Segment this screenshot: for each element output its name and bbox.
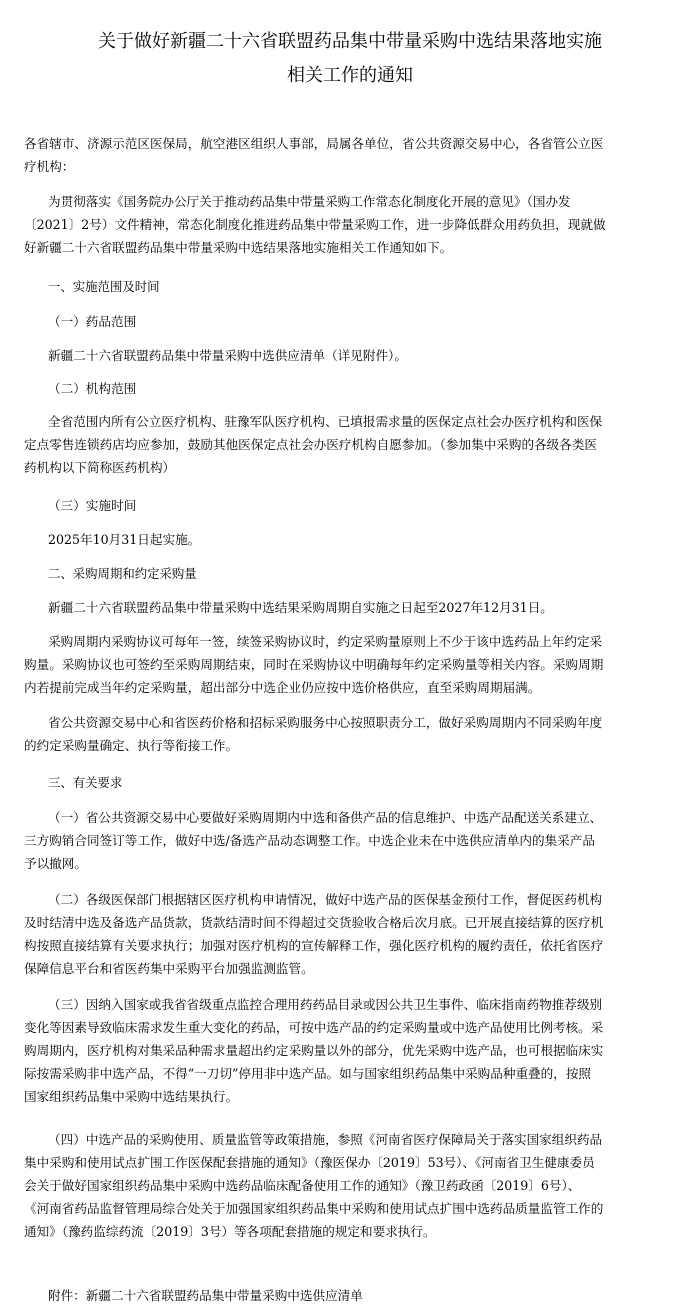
attachment-line: 附件：新疆二十六省联盟药品集中带量采购中选供应清单 xyxy=(48,1288,363,1303)
text-line: 三方购销合同签订等工作，做好中选/备选产品动态调整工作。中选企业未在中选供应清单内的集采产品 xyxy=(24,833,595,848)
text-line: 予以撤网。 xyxy=(24,856,87,871)
text-line: 省公共资源交易中心和省医药价格和招标采购服务中心按照职责分工，做好采购周期内不同采购年度 xyxy=(48,715,603,730)
intro-paragraph xyxy=(24,190,676,259)
section-1-sub-2-text xyxy=(24,410,676,479)
section-3-heading: 三、有关要求 xyxy=(48,775,123,790)
text-line: 内若提前完成当年约定采购量，超出部分中选企业仍应按中选价格供应，直至采购周期届满。 xyxy=(24,680,541,695)
text-line: 疗机构： xyxy=(24,159,75,174)
text-line: 定点零售连锁药店均应参加，鼓励其他医保定点社会办医疗机构自愿参加。（参加集中采购的各级各类医 xyxy=(24,437,598,452)
section-1-heading: 一、实施范围及时间 xyxy=(48,279,160,294)
text-line: 保障信息平台和省医药集中采购平台加强监测监管。 xyxy=(24,961,314,976)
text-line: 会关于做好国家组织药品集中采购中选药品临床配备使用工作的通知》（豫卫药政函〔2019〕6号）、 xyxy=(24,1178,581,1193)
section-2-paragraph-2 xyxy=(24,630,676,699)
section-3-paragraph-3 xyxy=(24,993,676,1108)
text-line: 集中采购和使用试点扩围工作医保配套措施的通知》（豫医保办〔2019〕53号）、《河南省卫生健康委员 xyxy=(24,1155,595,1170)
text-line: （三）因纳入国家或我省省级重点监控合理用药药品目录或因公共卫生事件、临床指南药物推荐级别 xyxy=(48,997,603,1012)
section-3-paragraph-2 xyxy=(24,888,676,980)
text-line: （四）中选产品的采购使用、质量监管等政策措施，参照《河南省医疗保障局关于落实国家组织药品 xyxy=(48,1132,603,1147)
text-line: 各省辖市、济源示范区医保局，航空港区组织人事部，局属各单位，省公共资源交易中心，各省管公立医 xyxy=(24,136,604,151)
section-1-sub-3: （三）实施时间 xyxy=(48,498,137,513)
recipients-paragraph xyxy=(24,132,676,178)
text-line: 《河南省药品监督管理局综合处关于加强国家组织药品集中采购和使用试点扩围中选药品质量监管工作的 xyxy=(24,1201,604,1216)
text-line: （二）各级医保部门根据辖区医疗机构申请情况，做好中选产品的医保基金预付工作，督促医药机构 xyxy=(48,892,603,907)
text-line: 全省范围内所有公立医疗机构、驻豫军队医疗机构、已填报需求量的医保定点社会办医疗机构和医保 xyxy=(48,414,603,429)
section-2-paragraph-1: 新疆二十六省联盟药品集中带量采购中选结果采购周期自实施之日起至2027年12月31日。 xyxy=(48,600,553,615)
text-line: 采购周期内采购协议可每年一签，续签采购协议时，约定采购量原则上不少于该中选药品上年约定采 xyxy=(48,634,603,649)
text-line: 际按需采购非中选产品，不得“一刀切”停用非中选产品。如与国家组织药品集中采购品种重叠的，按照 xyxy=(24,1066,592,1081)
text-line: 国家组织药品集中采购中选结果执行。 xyxy=(24,1089,239,1104)
section-2-heading: 二、采购周期和约定采购量 xyxy=(48,566,197,581)
text-line: 好新疆二十六省联盟药品集中带量采购中选结果落地实施相关工作通知如下。 xyxy=(24,240,453,255)
text-line: 的约定采购量确定、执行等衔接工作。 xyxy=(24,738,239,753)
section-1-sub-2: （二）机构范围 xyxy=(48,381,137,396)
section-1-sub-1-text: 新疆二十六省联盟药品集中带量采购中选供应清单（详见附件）。 xyxy=(48,348,407,363)
section-2-paragraph-3 xyxy=(24,711,676,757)
text-line: 及时结清中选及备选产品货款，货款结清时间不得超过交货验收合格后次月底。已开展直接结算的医疗机 xyxy=(24,915,604,930)
text-line: 药机构以下简称医药机构） xyxy=(24,460,176,475)
section-3-paragraph-1 xyxy=(24,806,676,875)
document-title-line-2: 相关工作的通知 xyxy=(287,65,413,86)
text-line: 构按照直接结算有关要求执行；加强对医疗机构的宣传解释工作，强化医疗机构的履约责任，依托省医疗 xyxy=(24,938,604,953)
text-line: 为贯彻落实《国务院办公厅关于推动药品集中带量采购工作常态化制度化开展的意见》（国办发 xyxy=(48,194,571,209)
text-line: 通知》（豫药监综药流〔2019〕3号）等各项配套措施的规定和要求执行。 xyxy=(24,1224,436,1239)
section-1-sub-3-text: 2025年10月31日起实施。 xyxy=(48,532,201,547)
document-title-line-1: 关于做好新疆二十六省联盟药品集中带量采购中选结果落地实施 xyxy=(98,31,602,52)
text-line: 购量。采购协议也可签约至采购周期结束，同时在采购协议中明确每年约定采购量等相关内容。采购周期 xyxy=(24,657,604,672)
text-line: 〔2021〕2号）文件精神，常态化制度化推进药品集中带量采购工作，进一步降低群众用药负担，现就做 xyxy=(24,217,606,232)
text-line: 购周期内，医疗机构对集采品种需求量超出约定采购量以外的部分，优先采购中选产品，也可根据临床实 xyxy=(24,1043,604,1058)
section-3-paragraph-4 xyxy=(24,1128,676,1243)
section-1-sub-1: （一）药品范围 xyxy=(48,314,137,329)
text-line: （一）省公共资源交易中心要做好采购周期内中选和备供产品的信息维护、中选产品配送关系建立、 xyxy=(48,810,603,825)
text-line: 变化等因素导致临床需求发生重大变化的药品，可按中选产品的约定采购量或中选产品使用比例考核。采 xyxy=(24,1020,604,1035)
